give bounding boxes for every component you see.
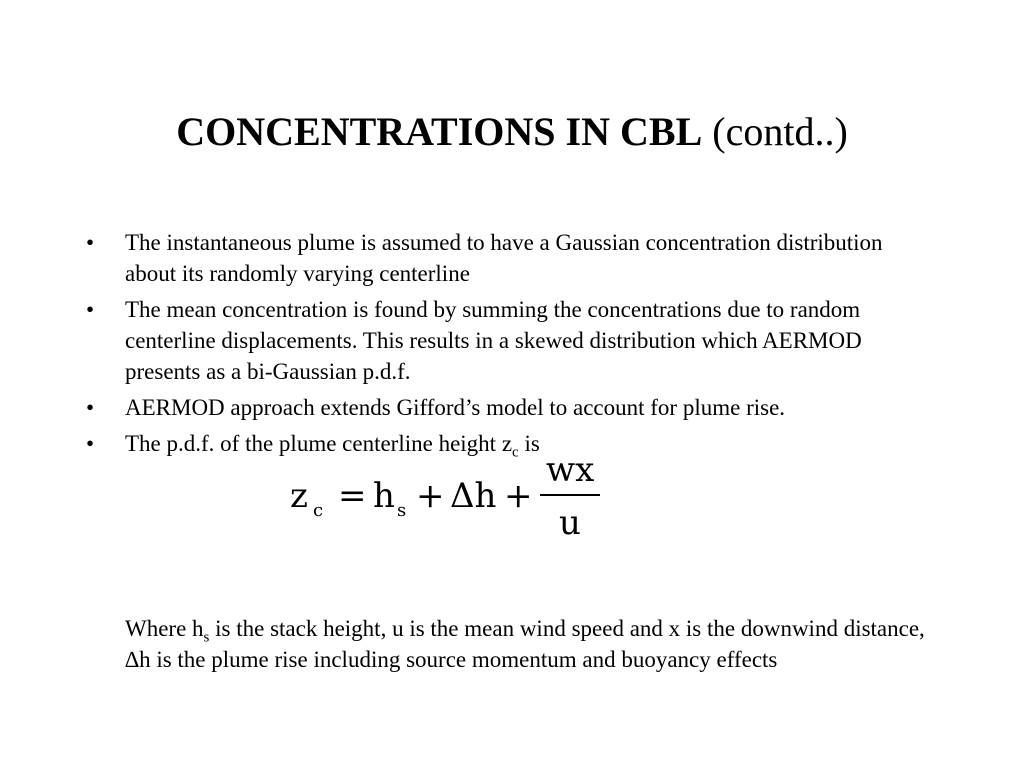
- bullet-item: [0, 227, 925, 289]
- fraction-bar: [540, 494, 600, 496]
- where-subscript: s: [203, 629, 210, 646]
- where-text-start: Where h: [125, 616, 204, 641]
- title-main: CONCENTRATIONS IN CBL: [176, 109, 703, 154]
- formula-h-subscript: s: [397, 500, 407, 521]
- bullet-dot: •: [86, 395, 95, 420]
- formula-z: z: [290, 476, 308, 516]
- bullet-dot: •: [86, 297, 95, 322]
- formula-delta-h: Δh: [450, 476, 497, 516]
- bullet-text: The instantaneous plume is assumed to have a Gaussian concentration distribution about its randomly varying centerline: [125, 230, 883, 286]
- formula-h: h: [373, 476, 395, 516]
- formula-equals: =: [338, 476, 367, 516]
- formula-plus: +: [416, 476, 445, 516]
- where-text-rest: is the stack height, u is the mean wind speed and x is the downwind distance, ∆h is the plume rise including source momentum and buoyancy effects: [125, 616, 925, 672]
- slide-title: [0, 108, 1024, 156]
- bullet-text: AERMOD approach extends Gifford’s model to account for plume rise.: [125, 395, 786, 420]
- formula-denominator: u: [559, 503, 581, 543]
- bullet-text: The p.d.f. of the plume centerline height z: [125, 431, 513, 456]
- bullet-dot: •: [86, 431, 95, 456]
- formula-plus: +: [504, 476, 533, 516]
- bullet-text: The mean concentration is found by summing the concentrations due to random centerline displacements. This results in a skewed distribution which AERMOD presents as a bi-Gaussian p.d.f.: [125, 297, 862, 384]
- bullet-item: [0, 294, 925, 387]
- bullet-dot: •: [86, 230, 95, 255]
- title-suffix: (contd..): [712, 109, 848, 154]
- bullet-text-tail: is: [518, 431, 540, 456]
- where-paragraph: [125, 613, 935, 675]
- bullet-item: [0, 428, 925, 459]
- formula-z-subscript: c: [313, 500, 324, 521]
- bullet-subscript: c: [512, 444, 519, 461]
- bullet-list: [0, 227, 1024, 464]
- bullet-item: [0, 392, 925, 423]
- formula-numerator: wx: [546, 450, 595, 490]
